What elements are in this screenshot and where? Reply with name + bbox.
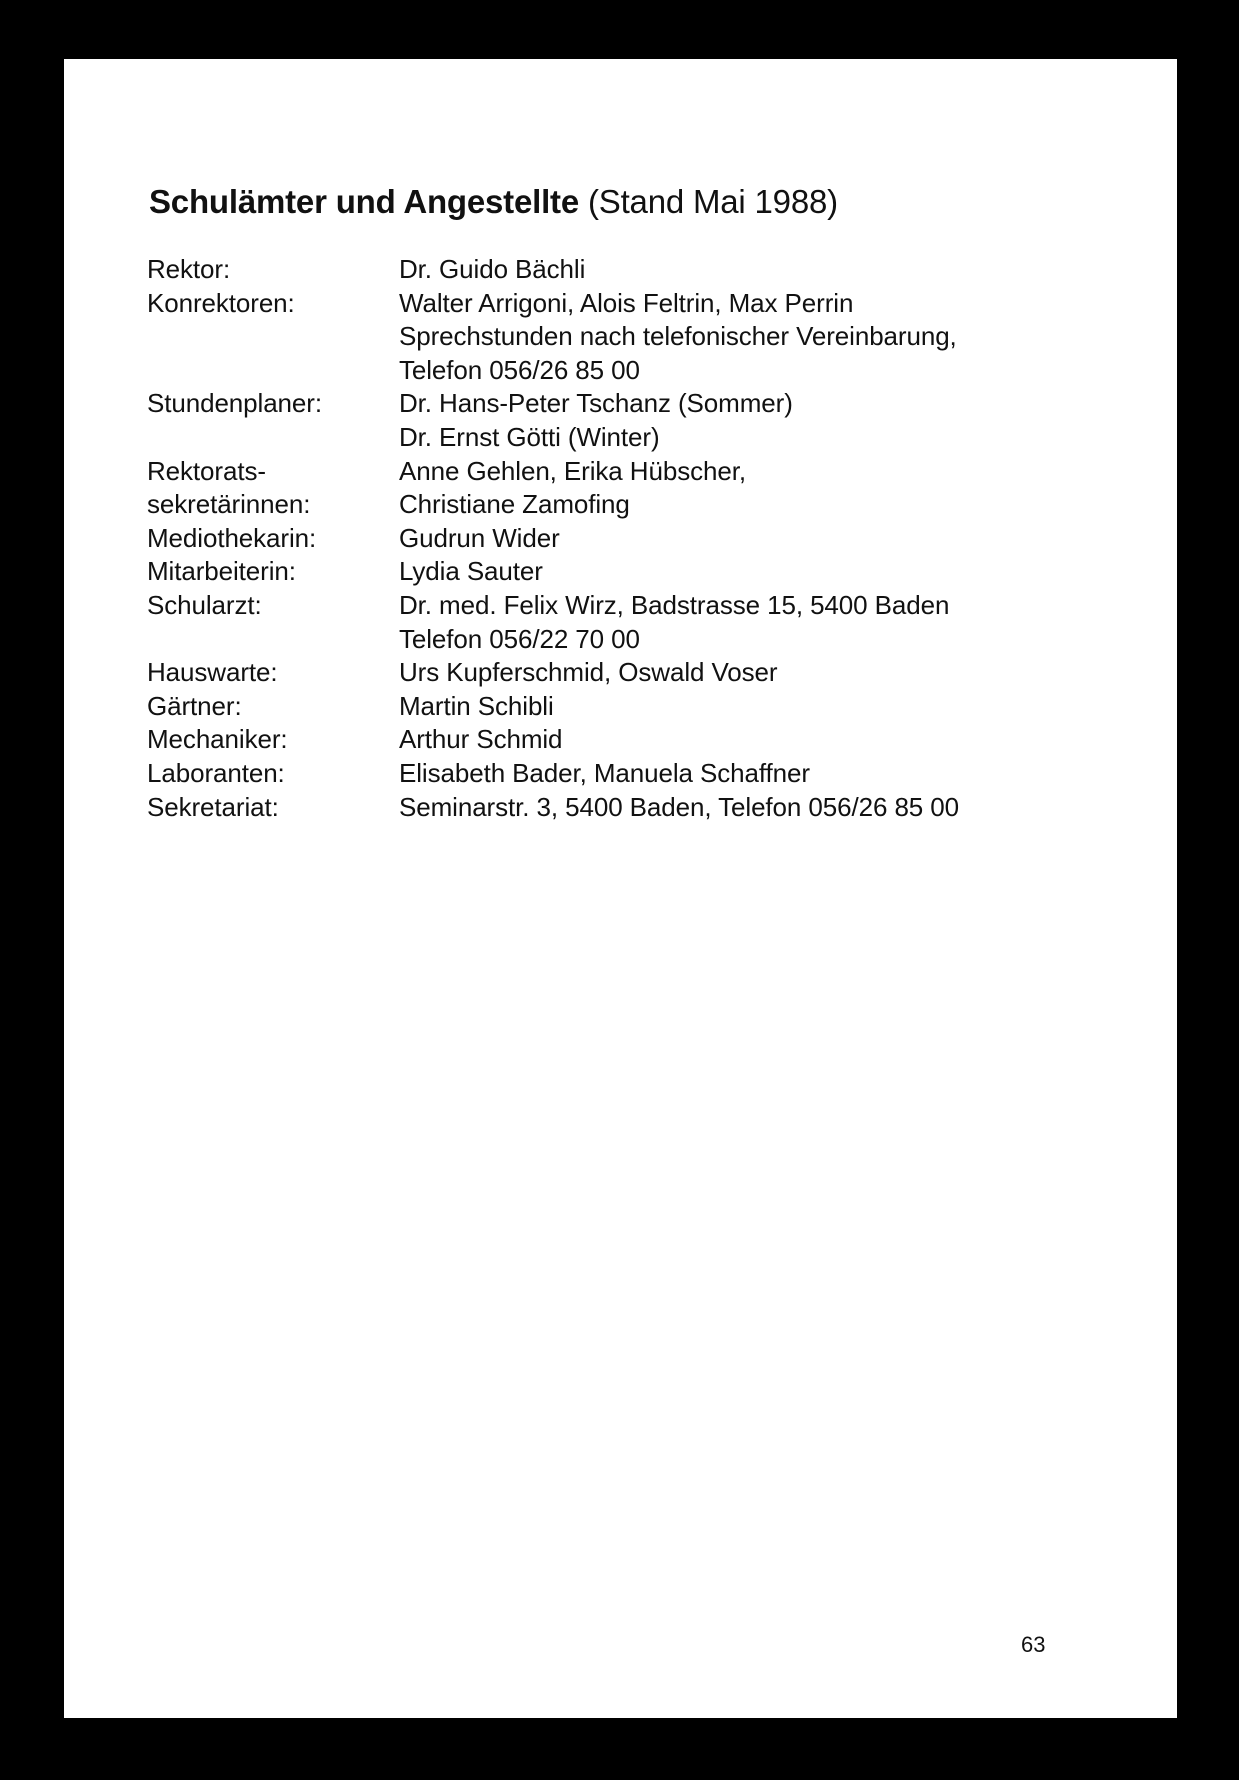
role-label bbox=[147, 522, 399, 556]
staff-entry bbox=[147, 555, 1147, 589]
role-line: Mechaniker: bbox=[147, 724, 288, 755]
holder-line: Telefon 056/22 70 00 bbox=[399, 623, 640, 654]
role-line: Stundenplaner: bbox=[147, 388, 322, 419]
role-line: Rektorats- bbox=[147, 455, 266, 486]
page-title bbox=[149, 182, 838, 222]
role-label bbox=[147, 387, 399, 454]
role-line: Laboranten: bbox=[147, 757, 285, 788]
role-holders bbox=[399, 757, 1147, 791]
role-line: sekretärinnen: bbox=[147, 489, 311, 520]
holder-line: Arthur Schmid bbox=[399, 724, 563, 755]
role-line: Hauswarte: bbox=[147, 657, 278, 688]
staff-entry bbox=[147, 455, 1147, 522]
role-label bbox=[147, 757, 399, 791]
role-line: Gärtner: bbox=[147, 690, 242, 721]
role-line: Sekretariat: bbox=[147, 791, 279, 822]
role-holders bbox=[399, 522, 1147, 556]
role-holders bbox=[399, 555, 1147, 589]
role-label bbox=[147, 287, 399, 388]
role-holders bbox=[399, 589, 1147, 656]
holder-line: Telefon 056/26 85 00 bbox=[399, 354, 640, 385]
staff-entry bbox=[147, 253, 1147, 287]
role-holders bbox=[399, 656, 1147, 690]
title-main: Schulämter und Angestellte bbox=[149, 183, 579, 220]
staff-entry bbox=[147, 589, 1147, 656]
role-line: Mediothekarin: bbox=[147, 522, 317, 553]
staff-entry bbox=[147, 791, 1147, 825]
staff-entry bbox=[147, 287, 1147, 388]
holder-line: Anne Gehlen, Erika Hübscher, bbox=[399, 455, 746, 486]
role-holders bbox=[399, 791, 1147, 825]
role-line: Rektor: bbox=[147, 254, 231, 284]
holder-line: Sprechstunden nach telefonischer Vereinbarung, bbox=[399, 321, 957, 352]
role-line: Schularzt: bbox=[147, 589, 262, 620]
holder-line: Lydia Sauter bbox=[399, 556, 543, 587]
role-label bbox=[147, 455, 399, 522]
role-holders bbox=[399, 387, 1147, 454]
page-number: 63 bbox=[1021, 1632, 1046, 1657]
holder-line: Dr. Guido Bächli bbox=[399, 254, 586, 284]
staff-entry bbox=[147, 656, 1147, 690]
staff-entry bbox=[147, 387, 1147, 454]
holder-line: Seminarstr. 3, 5400 Baden, Telefon 056/26 85 00 bbox=[399, 791, 960, 822]
staff-entry bbox=[147, 723, 1147, 757]
role-holders bbox=[399, 455, 1147, 522]
title-date-note: (Stand Mai 1988) bbox=[587, 183, 838, 220]
role-label bbox=[147, 791, 399, 825]
holder-line: Dr. Ernst Götti (Winter) bbox=[399, 421, 660, 452]
role-label bbox=[147, 253, 399, 287]
role-label bbox=[147, 690, 399, 724]
holder-line: Urs Kupferschmid, Oswald Voser bbox=[399, 657, 778, 688]
role-label bbox=[147, 723, 399, 757]
role-line: Konrektoren: bbox=[147, 287, 295, 318]
role-holders bbox=[399, 287, 1147, 388]
holder-line: Christiane Zamofing bbox=[399, 489, 630, 520]
holder-line: Dr. med. Felix Wirz, Badstrasse 15, 5400 Baden bbox=[399, 589, 950, 620]
holder-line: Martin Schibli bbox=[399, 690, 554, 721]
role-holders bbox=[399, 253, 1147, 287]
role-label bbox=[147, 589, 399, 656]
document-page bbox=[64, 59, 1177, 1718]
role-holders bbox=[399, 723, 1147, 757]
staff-entry bbox=[147, 757, 1147, 791]
holder-line: Dr. Hans-Peter Tschanz (Sommer) bbox=[399, 388, 793, 419]
role-line: Mitarbeiterin: bbox=[147, 556, 296, 587]
staff-entry bbox=[147, 522, 1147, 556]
role-label bbox=[147, 656, 399, 690]
role-label bbox=[147, 555, 399, 589]
staff-list bbox=[147, 253, 1147, 824]
staff-entry bbox=[147, 690, 1147, 724]
holder-line: Gudrun Wider bbox=[399, 522, 560, 553]
role-holders bbox=[399, 690, 1147, 724]
holder-line: Walter Arrigoni, Alois Feltrin, Max Perrin bbox=[399, 287, 854, 318]
holder-line: Elisabeth Bader, Manuela Schaffner bbox=[399, 757, 810, 788]
